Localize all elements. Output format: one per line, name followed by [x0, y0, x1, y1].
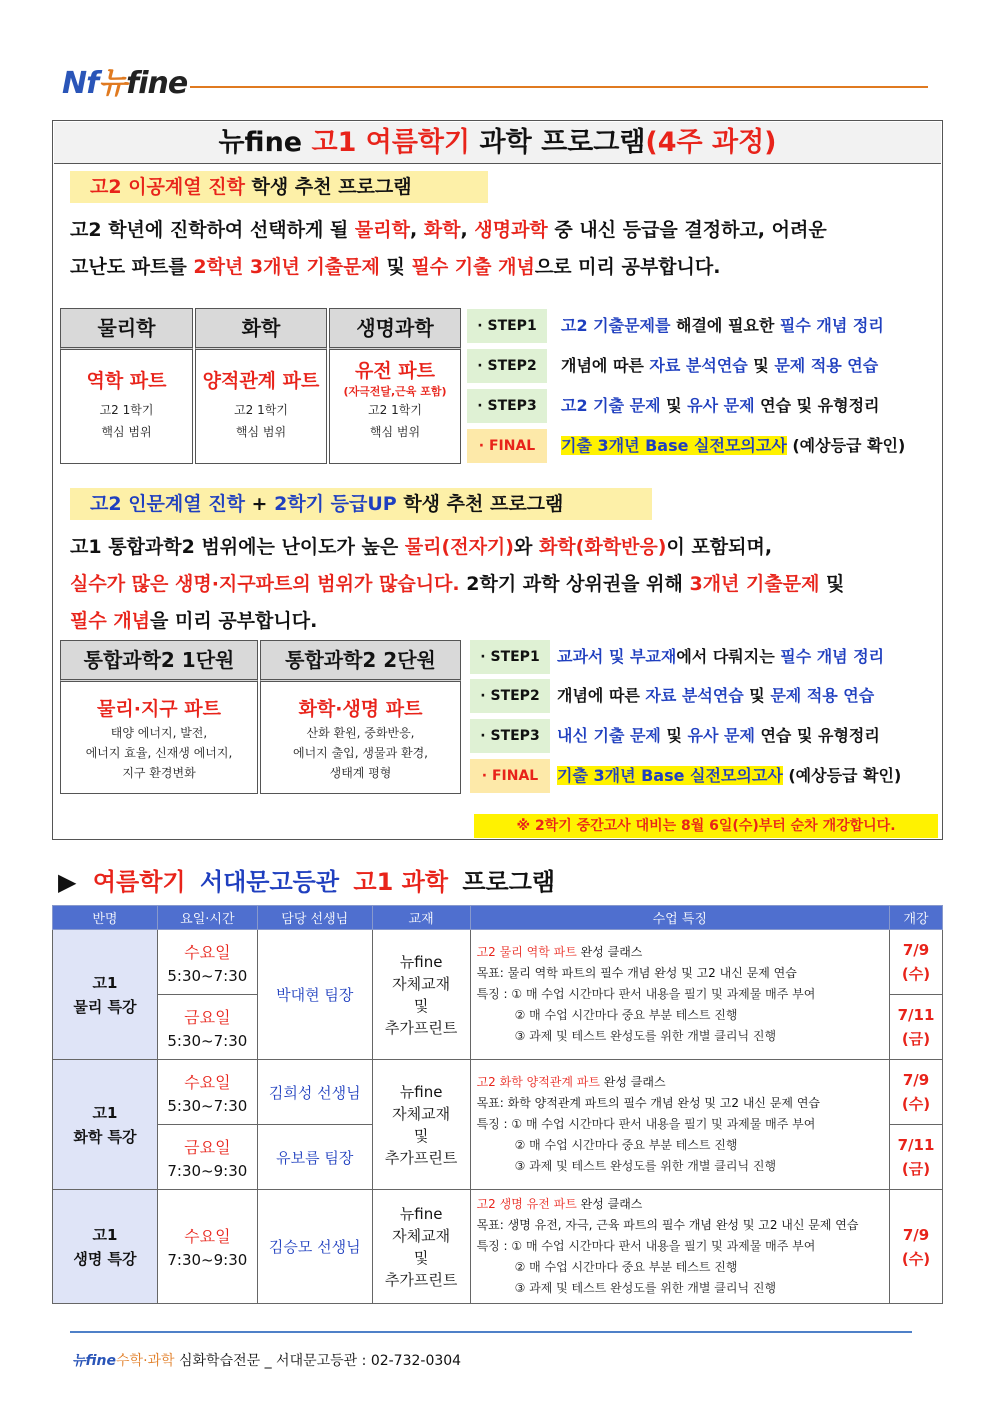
- class-name: 고1 물리 특강: [53, 930, 158, 1060]
- teacher: 박대현 팀장: [257, 930, 372, 1060]
- final-label-2: · FINAL: [470, 759, 550, 793]
- schedule: 금요일 7:30~9:30: [157, 1125, 257, 1190]
- class-features: 고2 물리 역학 파트 완성 클래스 목표: 물리 역학 파트의 필수 개념 완성 및 고2 내신 문제 연습 특징 : ① 매 수업 시간마다 판서 내용을 필기 및 과제물 매주 부여 ② 매 수업 시간마다 중요 부분 테스트 진행 ③ 과제 및 테스트 완성도를 위한 개별 클리닉 진행: [470, 930, 889, 1060]
- col-class: 반명: [53, 906, 158, 930]
- header-divider: [190, 86, 928, 88]
- schedule: 수요일 5:30~7:30: [157, 930, 257, 995]
- step3-description-2: 내신 기출 문제 및 유사 문제 연습 및 유형정리: [557, 726, 880, 745]
- class-features: 고2 화학 양적관계 파트 완성 클래스 목표: 화학 양적관계 파트의 필수 개념 완성 및 고2 내신 문제 연습 특징 : ① 매 수업 시간마다 판서 내용을 필기 및 과제물 매주 부여 ② 매 수업 시간마다 중요 부분 테스트 진행 ③ 과제 및 테스트 완성도를 위한 개별 클리닉 진행: [470, 1060, 889, 1190]
- col-book: 교재: [372, 906, 470, 930]
- textbook: 뉴fine 자체교재 및 추가프린트: [372, 1190, 470, 1304]
- unit-header-1: 통합과학2 1단원: [60, 640, 258, 682]
- table-row: [53, 1060, 943, 1125]
- step1-label: · STEP1: [467, 309, 547, 343]
- class-features: 고2 생명 유전 파트 완성 클래스 목표: 생명 유전, 자극, 근육 파트의 필수 개념 완성 및 고2 내신 문제 연습 특징 : ① 매 수업 시간마다 판서 내용을 필기 및 과제물 매주 부여 ② 매 수업 시간마다 중요 부분 테스트 진행 ③ 과제 및 테스트 완성도를 위한 개별 클리닉 진행: [470, 1190, 889, 1304]
- step2-label-2: · STEP2: [470, 679, 550, 713]
- textbook: 뉴fine 자체교재 및 추가프린트: [372, 1060, 470, 1190]
- open-date: 7/9 (수): [890, 1190, 943, 1304]
- col-open: 개강: [890, 906, 943, 930]
- teacher: 김승모 선생님: [257, 1190, 372, 1304]
- textbook: 뉴fine 자체교재 및 추가프린트: [372, 930, 470, 1060]
- section2-heading: 고2 인문계열 진학 + 2학기 등급UP 학생 추천 프로그램: [70, 488, 652, 520]
- step1-label-2: · STEP1: [470, 640, 550, 674]
- footer-divider: [70, 1331, 912, 1333]
- teacher: 유보름 팀장: [257, 1125, 372, 1190]
- unit-cell-1: 물리·지구 파트 태양 에너지, 발전, 에너지 효율, 신재생 에너지, 지구 환경변화: [60, 682, 258, 794]
- step2-description-2: 개념에 따른 자료 분석연습 및 문제 적용 연습: [557, 686, 875, 705]
- brand-logo: Nf뉴fine: [62, 66, 188, 101]
- step1-description-2: 교과서 및 부교재에서 다뤄지는 필수 개념 정리: [557, 647, 885, 666]
- step2-label: · STEP2: [467, 349, 547, 383]
- section2-description: [70, 529, 932, 640]
- final-description-2: 기출 3개년 Base 실전모의고사 (예상등급 확인): [557, 766, 902, 785]
- section1-line1: 고2 학년에 진학하여 선택하게 될 물리학, 화학, 생명과학 중 내신 등급을 결정하고, 어려운: [70, 219, 827, 241]
- teacher: 김희성 선생님: [257, 1060, 372, 1125]
- step3-label: · STEP3: [467, 389, 547, 423]
- section1-heading: 고2 이공계열 진학 학생 추천 프로그램: [70, 171, 488, 203]
- subject-header-chemistry: 화학: [195, 308, 327, 350]
- open-date: 7/9 (수): [890, 930, 943, 995]
- step1-description: 고2 기출문제를 해결에 필요한 필수 개념 정리: [561, 316, 884, 335]
- table-row: [53, 1190, 943, 1304]
- class-name: 고1 화학 특강: [53, 1060, 158, 1190]
- subject-cell-physics: 역학 파트 고2 1학기 핵심 범위: [60, 350, 193, 464]
- table-header-row: [53, 906, 943, 930]
- section2-line1: 고1 통합과학2 범위에는 난이도가 높은 물리(전자기)와 화학(화학반응)이 포함되며,: [70, 536, 773, 558]
- col-features: 수업 특징: [470, 906, 889, 930]
- notice-banner: ※ 2학기 중간고사 대비는 8월 6일(수)부터 순차 개강합니다.: [474, 814, 938, 838]
- subject-header-physics: 물리학: [60, 308, 193, 350]
- section1-description: [70, 212, 930, 286]
- subject-header-biology: 생명과학: [329, 308, 461, 350]
- footer: 뉴fine수학·과학 심화학습전문 _ 서대문고등관 : 02-732-0304: [72, 1353, 462, 1369]
- section1-line2: 고난도 파트를 2학년 3개년 기출문제 및 필수 기출 개념으로 미리 공부합니다.: [70, 256, 721, 278]
- final-description: 기출 3개년 Base 실전모의고사 (예상등급 확인): [561, 436, 906, 455]
- schedule: 수요일 7:30~9:30: [157, 1190, 257, 1304]
- unit-cell-2: 화학·생명 파트 산화 환원, 중화반응, 에너지 출입, 생물과 환경, 생태계 평형: [260, 682, 461, 794]
- page-title: 뉴fine 고1 여름학기 과학 프로그램(4주 과정): [54, 122, 941, 164]
- step3-description: 고2 기출 문제 및 유사 문제 연습 및 유형정리: [561, 396, 880, 415]
- final-label: · FINAL: [467, 429, 547, 463]
- program-title: ▶ 여름학기 서대문고등관 고1 과학 프로그램: [58, 868, 556, 896]
- col-teacher: 담당 선생님: [257, 906, 372, 930]
- section2-line2: 실수가 많은 생명·지구파트의 범위가 많습니다. 2학기 과학 상위권을 위해 3개년 기출문제 및: [70, 573, 845, 595]
- open-date: 7/9 (수): [890, 1060, 943, 1125]
- step3-label-2: · STEP3: [470, 719, 550, 753]
- step2-description: 개념에 따른 자료 분석연습 및 문제 적용 연습: [561, 356, 879, 375]
- schedule: 금요일 5:30~7:30: [157, 995, 257, 1060]
- unit-header-2: 통합과학2 2단원: [260, 640, 461, 682]
- open-date: 7/11 (금): [890, 995, 943, 1060]
- subject-cell-biology: 유전 파트 (자극전달,근육 포함) 고2 1학기 핵심 범위: [329, 350, 461, 464]
- open-date: 7/11 (금): [890, 1125, 943, 1190]
- schedule: 수요일 5:30~7:30: [157, 1060, 257, 1125]
- program-table: [52, 905, 943, 1304]
- section2-line3: 필수 개념을 미리 공부합니다.: [70, 610, 318, 632]
- table-row: [53, 930, 943, 995]
- class-name: 고1 생명 특강: [53, 1190, 158, 1304]
- col-time: 요일·시간: [157, 906, 257, 930]
- subject-cell-chemistry: 양적관계 파트 고2 1학기 핵심 범위: [195, 350, 327, 464]
